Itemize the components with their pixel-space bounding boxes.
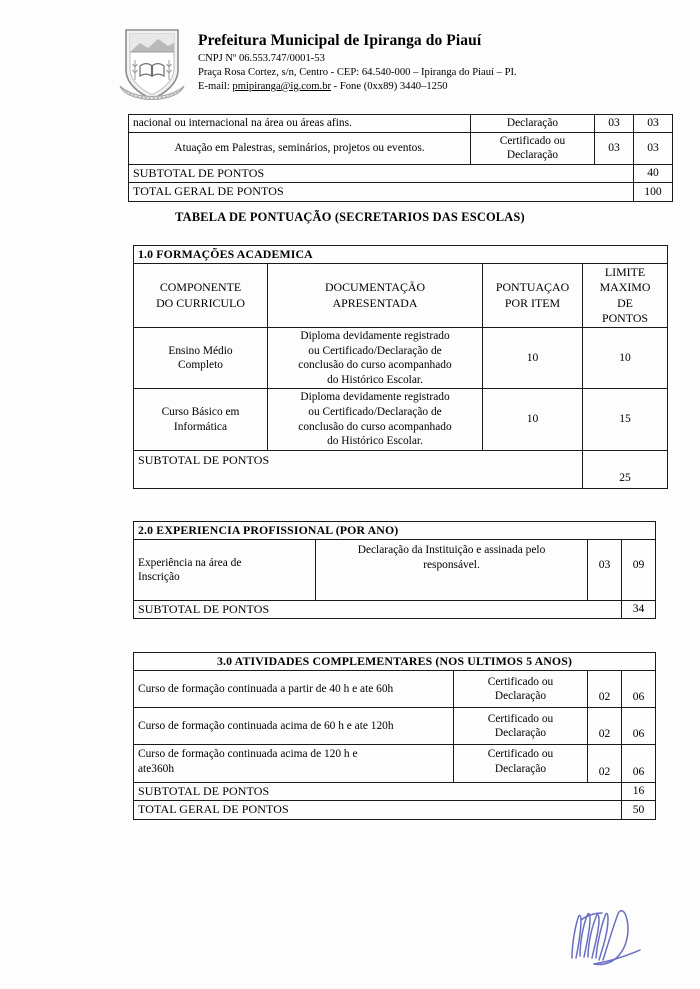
cell-limit: 15	[583, 389, 668, 450]
cell-component: nacional ou internacional na área ou áreas afins.	[129, 115, 471, 133]
phone-text: - Fone (0xx89) 3440–1250	[331, 80, 448, 92]
table-row-subtotal	[134, 450, 668, 488]
header-limit: LIMITE MAXIMO DE PONTOS	[583, 264, 668, 328]
cell-documentation: Declaração	[471, 115, 595, 133]
subtotal-value: 16	[622, 783, 656, 801]
table-formacoes-academica	[133, 245, 668, 489]
handwritten-signature	[548, 900, 658, 980]
section-band-label: 2.0 EXPERIENCIA PROFISSIONAL (POR ANO)	[134, 522, 656, 540]
total-label: TOTAL GERAL DE PONTOS	[129, 183, 634, 201]
email-link[interactable]: pmipiranga@ig.com.br	[232, 80, 332, 92]
table-row	[129, 115, 673, 133]
cell-limit: 10	[583, 328, 668, 389]
subtotal-label: SUBTOTAL DE PONTOS	[134, 450, 583, 488]
organization-title: Prefeitura Municipal de Ipiranga do Piauí	[198, 32, 482, 49]
table-row-subtotal	[134, 601, 656, 619]
cell-component: Experiência na área de Inscrição	[134, 540, 316, 601]
organization-contact	[198, 80, 517, 94]
cell-component: Curso de formação continuada acima de 120 h e ate360h	[134, 745, 454, 783]
total-label: TOTAL GERAL DE PONTOS	[134, 801, 622, 819]
cell-documentation: Certificado ou Declaração	[454, 708, 588, 745]
subtotal-value: 34	[622, 601, 656, 619]
cell-documentation: Certificado ou Declaração	[471, 132, 595, 164]
table-row	[134, 389, 668, 450]
section-band-label: 1.0 FORMAÇÕES ACADEMICA	[134, 246, 668, 264]
cell-limit: 06	[622, 745, 656, 783]
table-continuation	[128, 114, 673, 202]
subtotal-label: SUBTOTAL DE PONTOS	[129, 165, 634, 183]
table-row	[134, 745, 656, 783]
cell-points: 02	[588, 745, 622, 783]
cell-points: 02	[588, 671, 622, 708]
cell-documentation: Diploma devidamente registrado ou Certificado/Declaração de conclusão do curso acompanhado do Histórico Escolar.	[268, 328, 483, 389]
table-atividades-complementares	[133, 652, 656, 820]
cell-component: Ensino Médio Completo	[134, 328, 268, 389]
table-row	[134, 540, 656, 601]
table-row	[134, 328, 668, 389]
table-row-total	[129, 183, 673, 201]
table-row	[134, 671, 656, 708]
cell-component: Atuação em Palestras, seminários, projetos ou eventos.	[129, 132, 471, 164]
table-band-row	[134, 246, 668, 264]
cell-documentation: Certificado ou Declaração	[454, 745, 588, 783]
cell-points: 03	[588, 540, 622, 601]
table-row-total	[134, 801, 656, 819]
cell-points: 03	[595, 132, 634, 164]
subtotal-value: 25	[583, 450, 668, 488]
subtotal-label: SUBTOTAL DE PONTOS	[134, 601, 622, 619]
cell-component: Curso de formação continuada acima de 60 h e ate 120h	[134, 708, 454, 745]
organization-cnpj: CNPJ Nº 06.553.747/0001-53	[198, 52, 325, 64]
total-value: 50	[622, 801, 656, 819]
header-points: PONTUAÇAO POR ITEM	[483, 264, 583, 328]
cell-component: Curso Básico em Informática	[134, 389, 268, 450]
cell-points: 03	[595, 115, 634, 133]
cell-limit: 03	[634, 132, 673, 164]
subtotal-value: 40	[634, 165, 673, 183]
cell-points: 10	[483, 389, 583, 450]
cell-documentation: Diploma devidamente registrado ou Certificado/Declaração de conclusão do curso acompanhado do Histórico Escolar.	[268, 389, 483, 450]
table-row-subtotal	[129, 165, 673, 183]
table-row-subtotal	[134, 783, 656, 801]
cell-limit: 03	[634, 115, 673, 133]
header-documentation: DOCUMENTAÇÃO APRESENTADA	[268, 264, 483, 328]
letterhead	[116, 26, 517, 106]
header-component: COMPONENTE DO CURRICULO	[134, 264, 268, 328]
section-band-label: 3.0 ATIVIDADES COMPLEMENTARES (NOS ULTIMOS 5 ANOS)	[134, 653, 656, 671]
table-row	[129, 132, 673, 164]
cell-limit: 06	[622, 708, 656, 745]
coat-of-arms-icon	[116, 26, 188, 106]
table-band-row	[134, 522, 656, 540]
email-label: E-mail:	[198, 80, 233, 92]
cell-points: 10	[483, 328, 583, 389]
table-header-row	[134, 264, 668, 328]
cell-documentation: Declaração da Instituição e assinada pelo responsável.	[316, 540, 588, 601]
cell-limit: 09	[622, 540, 656, 601]
table-band-row	[134, 653, 656, 671]
cell-documentation: Certificado ou Declaração	[454, 671, 588, 708]
cell-points: 02	[588, 708, 622, 745]
organization-address: Praça Rosa Cortez, s/n, Centro - CEP: 64.540-000 – Ipiranga do Piauí – PI.	[198, 66, 517, 78]
cell-limit: 06	[622, 671, 656, 708]
organization-info	[198, 26, 517, 94]
page-title: TABELA DE PONTUAÇÃO (SECRETARIOS DAS ESCOLAS)	[175, 210, 525, 224]
table-row	[134, 708, 656, 745]
cell-component: Curso de formação continuada a partir de 40 h e ate 60h	[134, 671, 454, 708]
table-experiencia-profissional	[133, 521, 656, 619]
subtotal-label: SUBTOTAL DE PONTOS	[134, 783, 622, 801]
total-value: 100	[634, 183, 673, 201]
